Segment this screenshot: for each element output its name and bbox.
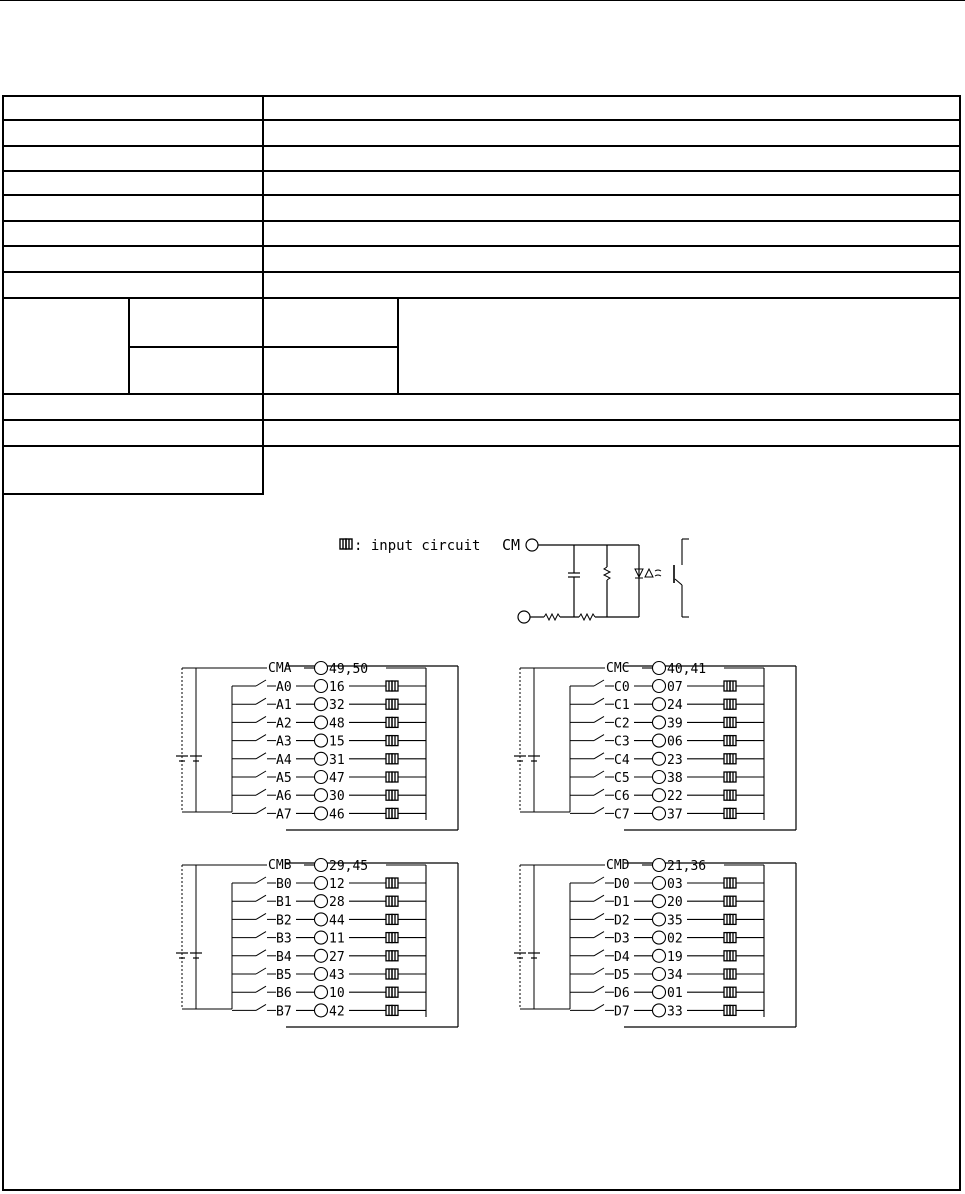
input-label-c4: C4 bbox=[614, 752, 630, 768]
pin-number-37: 37 bbox=[667, 807, 683, 823]
pin-number-46: 46 bbox=[329, 807, 345, 823]
input-label-b2: B2 bbox=[276, 913, 292, 929]
table-rule bbox=[4, 419, 959, 421]
table-rule bbox=[4, 493, 264, 495]
input-label-a0: A0 bbox=[276, 680, 292, 695]
input-label-b3: B3 bbox=[276, 931, 292, 947]
pin-number-44: 44 bbox=[329, 913, 345, 929]
table-subdivider bbox=[128, 297, 130, 393]
terminal bbox=[315, 734, 328, 747]
common-pins-cmb: 29,45 bbox=[329, 859, 369, 874]
table-column-divider bbox=[262, 97, 264, 495]
input-label-d5: D5 bbox=[614, 968, 630, 983]
common-label-cma: CMA bbox=[268, 661, 292, 676]
table-rule bbox=[4, 119, 959, 121]
pin-number-07: 07 bbox=[667, 680, 683, 695]
table-subrule bbox=[128, 346, 397, 348]
terminal bbox=[653, 752, 666, 765]
pin-number-20: 20 bbox=[667, 895, 683, 911]
terminal bbox=[653, 680, 666, 693]
input-circuit-svg bbox=[334, 537, 694, 627]
pin-number-39: 39 bbox=[667, 716, 683, 732]
input-label-c6: C6 bbox=[614, 789, 630, 805]
pin-number-22: 22 bbox=[667, 789, 683, 805]
common-pins-cmd: 21,36 bbox=[667, 859, 707, 874]
table-rule bbox=[4, 297, 959, 299]
terminal bbox=[315, 877, 328, 890]
terminal bbox=[653, 1004, 666, 1017]
input-label-c0: C0 bbox=[614, 680, 630, 695]
input-label-c2: C2 bbox=[614, 716, 630, 732]
terminal bbox=[315, 949, 328, 962]
common-label-cmc: CMC bbox=[606, 661, 630, 676]
wiring-group-cmd bbox=[510, 845, 810, 1035]
terminal bbox=[653, 698, 666, 711]
table-rule bbox=[4, 445, 959, 447]
input-label-d4: D4 bbox=[614, 949, 630, 965]
terminal bbox=[653, 716, 666, 729]
input-label-b7: B7 bbox=[276, 1004, 292, 1020]
pin-number-11: 11 bbox=[329, 931, 345, 947]
terminal bbox=[315, 859, 328, 872]
terminal bbox=[315, 698, 328, 711]
terminal bbox=[315, 895, 328, 908]
input-label-d7: D7 bbox=[614, 1004, 630, 1020]
pin-number-23: 23 bbox=[667, 752, 683, 768]
pin-number-33: 33 bbox=[667, 1004, 683, 1020]
terminal-cm bbox=[526, 539, 538, 551]
spec-sheet-frame bbox=[2, 95, 961, 1191]
terminal bbox=[653, 931, 666, 944]
pin-number-30: 30 bbox=[329, 789, 345, 805]
pin-number-28: 28 bbox=[329, 895, 345, 911]
pin-number-38: 38 bbox=[667, 771, 683, 786]
input-label-b4: B4 bbox=[276, 949, 292, 965]
input-label-c3: C3 bbox=[614, 734, 630, 750]
terminal bbox=[315, 913, 328, 926]
input-label-d3: D3 bbox=[614, 931, 630, 947]
input-label-d6: D6 bbox=[614, 986, 630, 1002]
input-label-d1: D1 bbox=[614, 895, 630, 911]
terminal bbox=[315, 752, 328, 765]
pin-number-31: 31 bbox=[329, 752, 345, 768]
terminal bbox=[653, 662, 666, 675]
pin-number-02: 02 bbox=[667, 931, 683, 947]
pin-number-48: 48 bbox=[329, 716, 345, 732]
page-top-rule bbox=[0, 0, 965, 1]
terminal bbox=[315, 1004, 328, 1017]
pin-number-15: 15 bbox=[329, 734, 345, 750]
input-label-a1: A1 bbox=[276, 698, 292, 714]
pin-number-19: 19 bbox=[667, 949, 683, 965]
pin-number-42: 42 bbox=[329, 1004, 345, 1020]
input-label-d0: D0 bbox=[614, 877, 630, 892]
terminal bbox=[653, 807, 666, 820]
terminal bbox=[653, 949, 666, 962]
input-label-a2: A2 bbox=[276, 716, 292, 732]
table-subdivider bbox=[397, 297, 399, 393]
common-label: CM bbox=[502, 537, 521, 554]
terminal bbox=[653, 771, 666, 784]
input-circuit-schematic bbox=[334, 537, 694, 627]
input-label-a5: A5 bbox=[276, 771, 292, 786]
table-rule bbox=[4, 220, 959, 222]
pin-number-43: 43 bbox=[329, 968, 345, 983]
wiring-group-cmc bbox=[510, 648, 810, 838]
pin-number-35: 35 bbox=[667, 913, 683, 929]
input-label-b0: B0 bbox=[276, 877, 292, 892]
terminal bbox=[653, 986, 666, 999]
terminal bbox=[315, 807, 328, 820]
input-label-b1: B1 bbox=[276, 895, 292, 911]
terminal bbox=[315, 662, 328, 675]
input-label-a4: A4 bbox=[276, 752, 292, 768]
input-label-c1: C1 bbox=[614, 698, 630, 714]
terminal bbox=[653, 968, 666, 981]
common-pins-cma: 49,50 bbox=[329, 662, 369, 677]
input-label-b5: B5 bbox=[276, 968, 292, 983]
terminal bbox=[653, 734, 666, 747]
table-rule bbox=[4, 194, 959, 196]
wiring-group-cmb bbox=[172, 845, 472, 1035]
pin-number-06: 06 bbox=[667, 734, 683, 750]
terminal bbox=[653, 913, 666, 926]
terminal bbox=[653, 877, 666, 890]
terminal bbox=[315, 680, 328, 693]
wiring-group-cma bbox=[172, 648, 472, 838]
common-label-cmb: CMB bbox=[268, 858, 292, 873]
terminal bbox=[315, 716, 328, 729]
terminal bbox=[315, 789, 328, 802]
pin-number-10: 10 bbox=[329, 986, 345, 1002]
common-label-cmd: CMD bbox=[606, 858, 630, 873]
input-label-c5: C5 bbox=[614, 771, 630, 786]
terminal bbox=[315, 986, 328, 999]
terminal bbox=[315, 968, 328, 981]
input-label-a7: A7 bbox=[276, 807, 292, 823]
terminal bbox=[315, 931, 328, 944]
table-rule bbox=[4, 170, 959, 172]
input-label-a3: A3 bbox=[276, 734, 292, 750]
pin-number-32: 32 bbox=[329, 698, 345, 714]
terminal bbox=[653, 789, 666, 802]
table-rule bbox=[4, 245, 959, 247]
table-rule bbox=[4, 271, 959, 273]
table-rule bbox=[4, 145, 959, 147]
pin-number-34: 34 bbox=[667, 968, 683, 983]
pin-number-03: 03 bbox=[667, 877, 683, 892]
terminal bbox=[653, 895, 666, 908]
input-label-a6: A6 bbox=[276, 789, 292, 805]
pin-number-12: 12 bbox=[329, 877, 345, 892]
pin-number-27: 27 bbox=[329, 949, 345, 965]
pin-number-47: 47 bbox=[329, 771, 345, 786]
terminal bbox=[653, 859, 666, 872]
pin-number-01: 01 bbox=[667, 986, 683, 1002]
terminal bbox=[315, 771, 328, 784]
pin-number-24: 24 bbox=[667, 698, 683, 714]
pin-number-16: 16 bbox=[329, 680, 345, 695]
terminal-input bbox=[518, 611, 530, 623]
table-rule bbox=[4, 393, 959, 395]
input-label-b6: B6 bbox=[276, 986, 292, 1002]
common-pins-cmc: 40,41 bbox=[667, 662, 707, 677]
input-label-c7: C7 bbox=[614, 807, 630, 823]
input-circuit-legend: : input circuit bbox=[354, 538, 481, 554]
input-label-d2: D2 bbox=[614, 913, 630, 929]
